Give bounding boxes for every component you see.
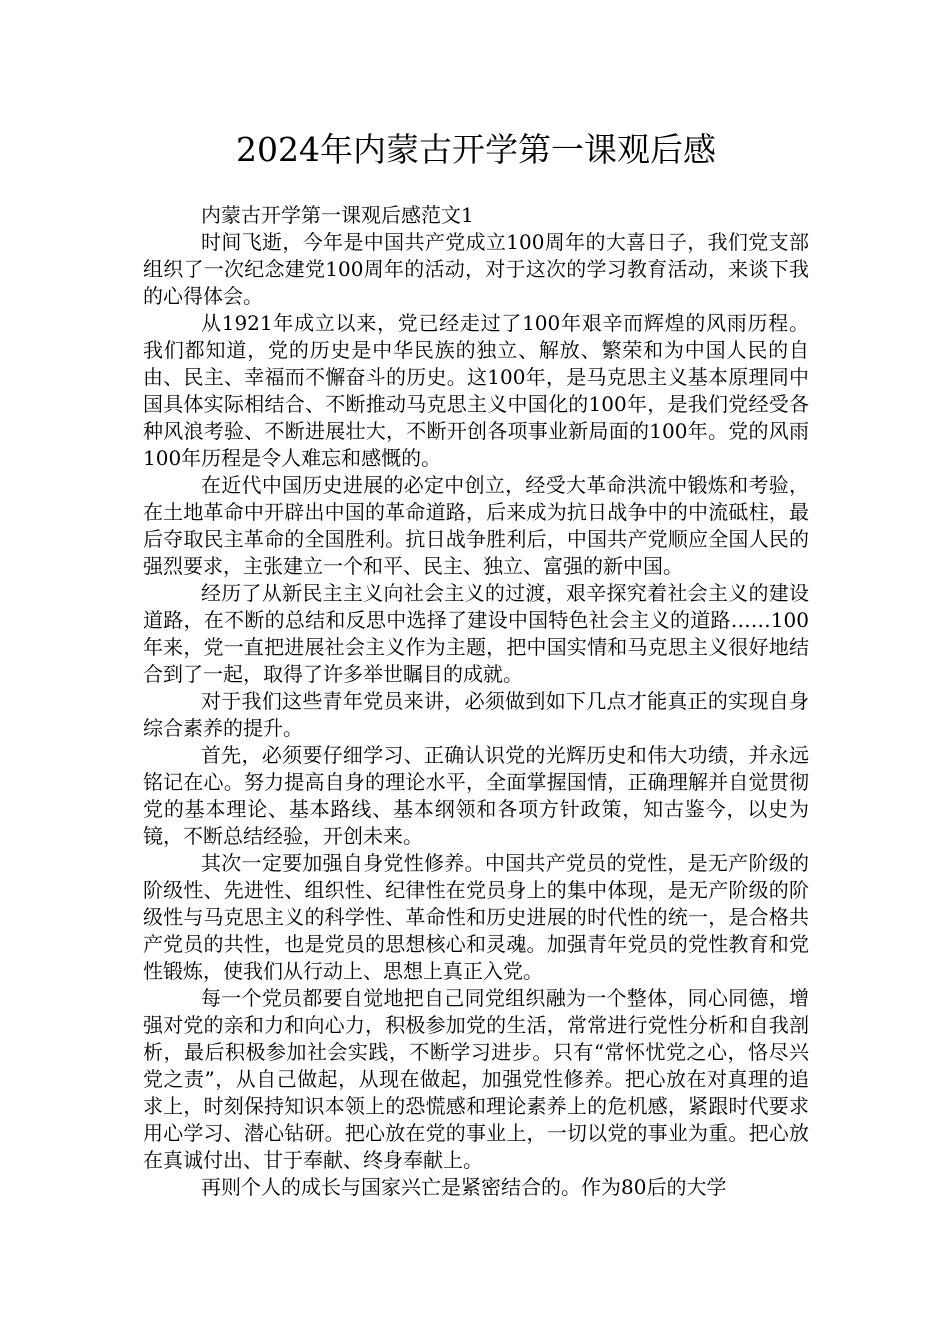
paragraph-1: 时间飞逝，今年是中国共产党成立100周年的大喜日子，我们党支部组织了一次纪念建党100周年的活动，对于这次的学习教育活动，来谈下我的心得体会。: [143, 230, 809, 308]
paragraph-7: 其次一定要加强自身党性修养。中国共产党员的党性，是无产阶级的阶级性、先进性、组织性、纪律性在党员身上的集中体现，是无产阶级的阶级性与马克思主义的科学性、革命性和历史进展的时代性的统一，是合格共产党员的共性，也是党员的思想核心和灵魂。加强青年党员的党性教育和党性锻炼，使我们从行动上、思想上真正入党。: [143, 851, 809, 983]
document-title: 2024年内蒙古开学第一课观后感: [236, 130, 716, 169]
paragraph-9: 再则个人的成长与国家兴亡是紧密结合的。作为80后的大学: [201, 1175, 727, 1199]
paragraph-2: 从1921年成立以来，党已经走过了100年艰辛而辉煌的风雨历程。我们都知道，党的历史是中华民族的独立、解放、繁荣和为中国人民的自由、民主、幸福而不懈奋斗的历史。这100年，是马克思主义基本原理同中国具体实际相结合、不断推动马克思主义中国化的100年，是我们党经受各种风浪考验、不断进展壮大，不断开创各项事业新局面的100年。党的风雨100年历程是令人难忘和感慨的。: [143, 311, 809, 470]
paragraph-4: 经历了从新民主主义向社会主义的过渡，艰辛探究着社会主义的建设道路，在不断的总结和反思中选择了建设中国特色社会主义的道路……100年来，党一直把进展社会主义作为主题，把中国实情和马克思主义很好地结合到了一起，取得了许多举世瞩目的成就。: [143, 581, 809, 686]
paragraph-5: 对于我们这些青年党员来讲，必须做到如下几点才能真正的实现自身综合素养的提升。: [143, 689, 809, 740]
paragraph-6: 首先，必须要仔细学习、正确认识党的光辉历史和伟大功绩，并永远铭记在心。努力提高自身的理论水平，全面掌握国情，正确理解并自觉贯彻党的基本理论、基本路线、基本纲领和各项方针政策，知古鉴今，以史为镜，不断总结经验，开创未来。: [143, 743, 809, 848]
paragraph-8: 每一个党员都要自觉地把自己同党组织融为一个整体，同心同德，增强对党的亲和力和向心力，积极参加党的生活，常常进行党性分析和自我剖析，最后积极参加社会实践，不断学习进步。只有“常怀忧党之心，恪尽兴党之责”，从自己做起，从现在做起，加强党性修养。把心放在对真理的追求上，时刻保持知识本领上的恐慌感和理论素养上的危机感，紧跟时代要求用心学习、潜心钻研。把心放在党的事业上，一切以党的事业为重。把心放在真诚付出、甘于奉献、终身奉献上。: [143, 986, 809, 1172]
paragraph-3: 在近代中国历史进展的必定中创立，经受大革命洪流中锻炼和考验，在土地革命中开辟出中国的革命道路，后来成为抗日战争中的中流砥柱，最后夺取民主革命的全国胜利。抗日战争胜利后，中国共产党顺应全国人民的强烈要求，主张建立一个和平、民主、独立、富强的新中国。: [143, 473, 809, 578]
document-subtitle: 内蒙古开学第一课观后感范文1: [201, 203, 474, 227]
document-page: [143, 128, 809, 1201]
